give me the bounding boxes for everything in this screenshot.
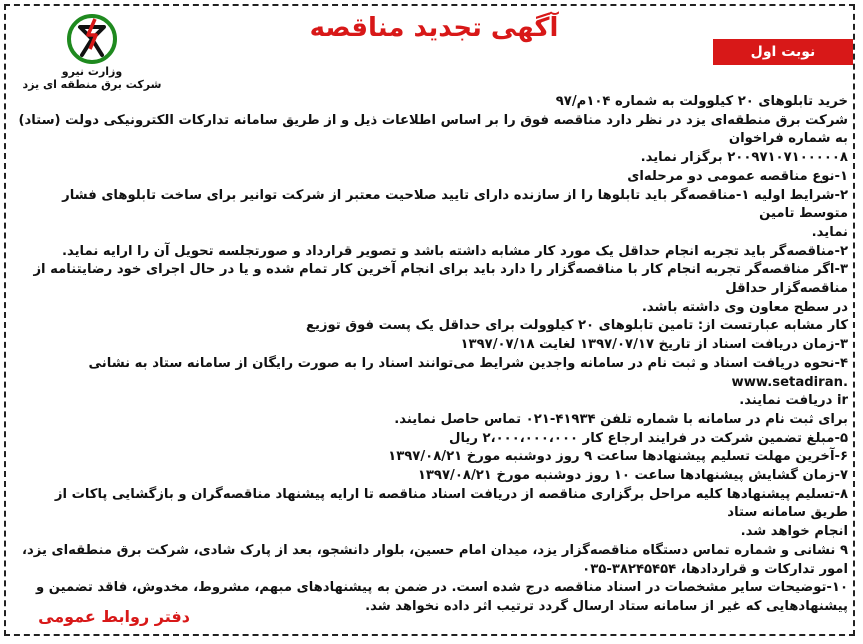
notice-line: ۶-آخرین مهلت تسلیم پیشنهادها ساعت ۹ روز دوشنبه مورخ ۱۳۹۷/۰۸/۲۱ (388, 449, 848, 465)
notice-line: ۳-اگر مناقصه‌گر تجربه انجام کار با مناقصه‌گزار را دارد باید برای انجام آخرین کار تمام شده و یا در حال اجرای خود رضایتنامه از مناقصه‌گزار حداقل (33, 262, 848, 297)
logo-company: شرکت برق منطقه ای یزد (22, 78, 162, 91)
notice-line: ۳-زمان دریافت اسناد از تاریخ ۱۳۹۷/۰۷/۱۷ لغایت ۱۳۹۷/۰۷/۱۸ (460, 337, 848, 353)
company-logo (17, 13, 167, 97)
notice-line: ۵-مبلغ تضمین شرکت در فرایند ارجاع کار ۲،۰۰۰،۰۰۰،۰۰۰ ریال (449, 430, 848, 446)
notice-line: در سطح معاون وی داشته باشد. (641, 299, 848, 315)
public-relations-signature: دفتر روابط عمومی (38, 607, 190, 626)
notice-line: ۸-تسلیم پیشنهادها کلیه مراحل برگزاری مناقصه از دریافت اسناد مناقصه تا ارایه پیشنهاد مناقصه‌گران و بازگشایی پاکات از طریق سامانه ستاد (54, 486, 848, 521)
notice-line: ۲-مناقصه‌گر باید تجربه انجام حداقل یک مورد کار مشابه داشته باشد و تصویر قرارداد و صورتجلسه تحویل آن را ارایه نماید. (61, 243, 848, 259)
notice-line: ۱۰-توضیحات سایر مشخصات در اسناد مناقصه درج شده است. در ضمن به پیشنهادهای مبهم، مشروط، مخدوش، فاقد تضمین و (36, 580, 848, 596)
notice-line: نماید. (811, 224, 848, 240)
notice-line: برای ثبت نام در سامانه با شماره تلفن ۴۱۹۳۴-۰۲۱ تماس حاصل نمایند. (394, 411, 848, 427)
notice-line: امور تدارکات و قراردادها، ۳۸۲۴۵۴۵۴-۰۳۵ (582, 561, 848, 577)
notice (9, 9, 854, 635)
notice-line: شرکت برق منطقه‌ای یزد در نظر دارد مناقصه فوق را بر اساس اطلاعات ذیل و از طریق سامانه تدارکات الکترونیکی دولت (ستاد) به شماره فراخوان (18, 112, 848, 147)
notice-line: انجام خواهد شد. (740, 524, 848, 540)
notice-line: خرید تابلوهای ۲۰ کیلوولت به شماره ۱۰۴م/۹۷ (555, 94, 848, 109)
notice-line: ۷-زمان گشایش پیشنهادها ساعت ۱۰ روز دوشنبه مورخ ۱۳۹۷/۰۸/۲۱ (417, 468, 848, 484)
notice-line: ۲-شرایط اولیه ۱-مناقصه‌گر باید تابلوها را از سازنده دارای تایید صلاحیت معتبر از شرکت توانیر برای ساخت تابلوهای فشار متوسط تامین (62, 187, 848, 222)
power-tower-icon (65, 13, 119, 65)
notice-line: ir دریافت نمایند. (739, 393, 848, 409)
turn-badge: نوبت اول (713, 39, 853, 65)
logo-ministry: وزارت نیرو (61, 65, 123, 78)
notice-line: ۱-نوع مناقصه عمومی دو مرحله‌ای (627, 168, 848, 184)
notice-title: آگهی تجدید مناقصه (309, 13, 559, 43)
notice-line: ۴-نحوه دریافت اسناد و ثبت نام در سامانه واجدین شرایط می‌توانند اسناد را به صورت رایگان از سامانه ستاد به نشانی .www.setadiran (88, 355, 848, 390)
notice-line: ۹ نشانی و شماره تماس دستگاه مناقصه‌گزار یزد، میدان امام حسین، بلوار دانشجو، بعد از پارک شادی، شرکت برق منطقه‌ای یزد، (21, 542, 848, 558)
notice-line: ۲۰۰۹۷۱۰۷۱۰۰۰۰۰۸ برگزار نماید. (640, 150, 848, 166)
notice-line: کار مشابه عبارتست از: تامین تابلوهای ۲۰ کیلوولت برای حداقل یک پست فوق توزیع (305, 318, 848, 334)
notice-body (15, 93, 848, 617)
notice-line: پیشنهادهایی که غیر از سامانه ستاد ارسال گردد ترتیب اثر داده نخواهد شد. (365, 598, 848, 614)
